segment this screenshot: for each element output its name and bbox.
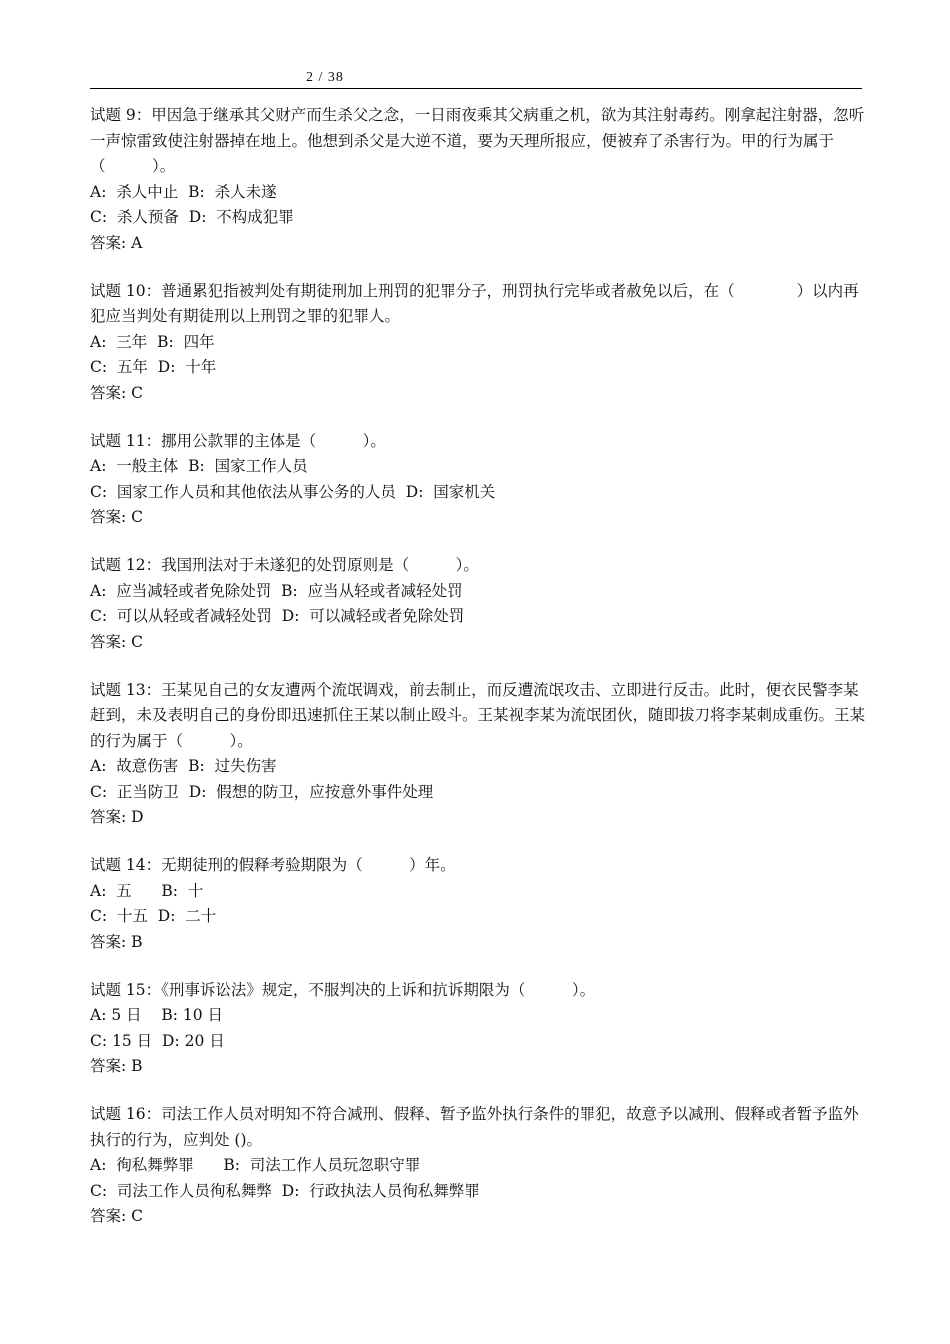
options-row: A: 应当减轻或者免除处罚 B: 应当从轻或者减轻处罚 [90,581,463,600]
question-12 [90,553,865,655]
header-rule [90,88,862,89]
question-11 [90,429,865,531]
options-row: C: 国家工作人员和其他依法从事公务的人员 D: 国家机关 [90,482,496,501]
question-text: 试题 11：挪用公款罪的主体是（ ）。 [90,431,386,450]
options-row: C: 杀人预备 D: 不构成犯罪 [90,208,294,226]
question-15 [90,978,865,1080]
question-text: 试题 12：我国刑法对于未遂犯的处罚原则是（ ）。 [90,556,479,574]
options-row: C: 可以从轻或者减轻处罚 D: 可以减轻或者免除处罚 [90,607,465,625]
options-row: C: 十五 D: 二十 [90,907,217,925]
question-10 [90,279,865,407]
question-text: 试题 10：普通累犯指被判处有期徒刑加上刑罚的犯罪分子，刑罚执行完毕或者赦免以后，在（ ）以内再犯应当判处有期徒刑以上刑罚之罪的犯罪人。 [90,281,859,325]
options-row: A: 五 B: 十 [90,881,204,900]
answer-line: 答案: B [90,932,143,951]
question-text: 试题 13：王某见自己的女友遭两个流氓调戏，前去制止，而反遭流氓攻击、立即进行反击。此时，便衣民警李某赶到，未及表明自己的身份即迅速抓住王某以制止殴斗。王某视李某为流氓团伙，随即拔刀将李某刺成重伤。王某的行为属于（ ）。 [90,680,866,750]
options-row: C: 15 日 D: 20 日 [90,1031,225,1050]
options-row: A: 5 日 B: 10 日 [90,1006,224,1024]
options-row: C: 正当防卫 D: 假想的防卫，应按意外事件处理 [90,782,434,801]
options-row: A: 三年 B: 四年 [90,332,215,351]
question-text: 试题 9：甲因急于继承其父财产而生杀父之念，一日雨夜乘其父病重之机，欲为其注射毒药。刚拿起注射器，忽听一声惊雷致使注射器掉在地上。他想到杀父是大逆不道，要为天理所报应，便被弃了杀害行为。甲的行为属于（ ）。 [90,106,865,175]
answer-line: 答案: C [90,508,144,526]
answer-line: 答案: B [90,1057,143,1075]
options-row: A: 徇私舞弊罪 B: 司法工作人员玩忽职守罪 [90,1156,421,1174]
question-text: 试题 15：《刑事诉讼法》规定，不服判决的上诉和抗诉期限为（ ）。 [90,980,596,999]
answer-line: 答案: A [90,233,143,252]
question-14 [90,853,865,955]
options-row: C: 五年 D: 十年 [90,358,217,376]
answer-line: 答案: C [90,632,144,651]
options-row: C: 司法工作人员徇私舞弊 D: 行政执法人员徇私舞弊罪 [90,1181,480,1200]
question-9 [90,103,865,256]
answer-line: 答案: D [90,808,144,826]
page-number: 2 / 38 [306,70,344,85]
question-16 [90,1102,865,1230]
question-13 [90,678,865,831]
answer-line: 答案: C [90,1207,144,1225]
page-header [0,70,950,94]
options-row: A: 杀人中止 B: 杀人未遂 [90,182,277,201]
question-text: 试题 16：司法工作人员对明知不符合减刑、假释、暂予监外执行条件的罪犯，故意予以减刑、假释或者暂予监外执行的行为，应判处 ()。 [90,1105,859,1149]
question-text: 试题 14：无期徒刑的假释考验期限为（ ）年。 [90,856,456,874]
options-row: A: 一般主体 B: 国家工作人员 [90,457,308,475]
question-list [90,103,865,1252]
answer-line: 答案: C [90,383,144,402]
options-row: A: 故意伤害 B: 过失伤害 [90,757,277,775]
